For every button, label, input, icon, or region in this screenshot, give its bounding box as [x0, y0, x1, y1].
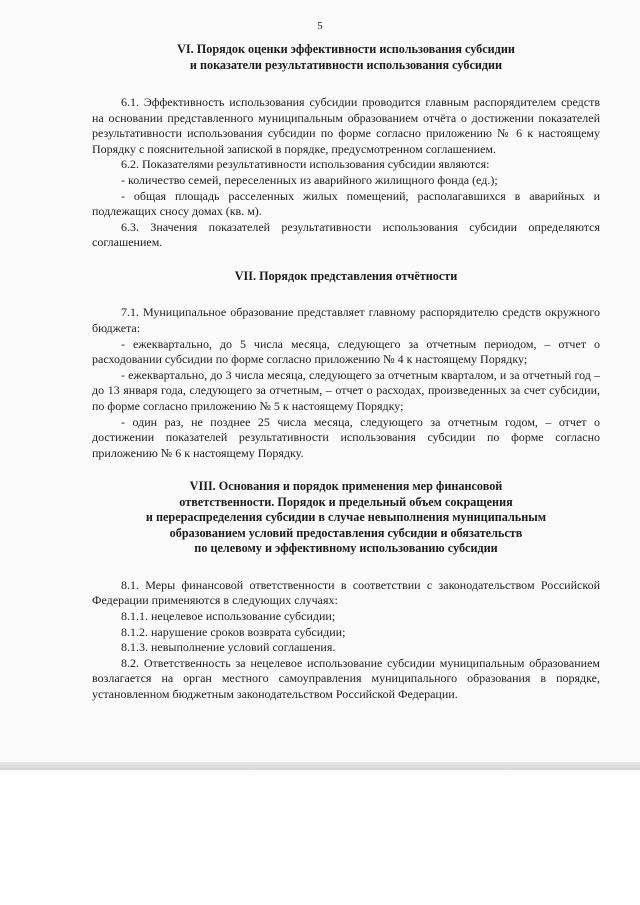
- list-item: 8.1.2. нарушение сроков возврата субсидии;: [121, 624, 346, 639]
- list-item: - общая площадь расселенных жилых помещений, располагавшихся в аварийных и подлежащих сносу домах (кв. м).: [92, 188, 600, 219]
- list-item: - количество семей, переселенных из аварийного жилищного фонда (ед.);: [121, 172, 498, 187]
- section-vii-paragraphs: [92, 305, 600, 461]
- section-vi: [92, 42, 600, 251]
- paragraph-8-2: 8.2. Ответственность за нецелевое использование субсидии муниципальным образованием возлагается на орган местного самоуправления муниципального образования в порядке, установленном бюджетным законодательством Российской Федерации.: [92, 655, 600, 702]
- section-title-line: VII. Порядок представления отчётности: [234, 268, 458, 283]
- list-item: - ежеквартально, до 3 числа месяца, следующего за отчетным кварталом, и за отчетный год – до 13 января года, следующего за отчетным, – отчет о расходах, произведенных за счет субсидии, по форме согласно приложению № 5 к настоящему Порядку;: [92, 367, 600, 413]
- paragraph-6-1: 6.1. Эффективность использования субсидии проводится главным распорядителем средств на основании представленного муниципальным образованием отчёта о достижении показателей результативности использования субсидии по форме согласно приложению № 6 к настоящему Порядку с пояснительной запиской в порядке, предусмотренном соглашением.: [92, 95, 600, 156]
- section-title-line: ответственности. Порядок и предельный объем сокращения: [179, 494, 513, 509]
- list-item: 8.1.3. невыполнение условий соглашения.: [121, 640, 336, 655]
- scan-edge-divider: [0, 762, 640, 770]
- section-title-line: по целевому и эффективному использованию субсидии: [194, 541, 498, 556]
- paragraph-6-2: 6.2. Показателями результативности использования субсидии являются:: [121, 157, 490, 172]
- section-title-line: образованием условий предоставления субсидии и обязательств: [169, 525, 523, 540]
- paragraph-6-3: 6.3. Значения показателей результативности использования субсидии определяются соглашением.: [92, 219, 600, 250]
- section-viii-title: [92, 479, 600, 557]
- list-item: - один раз, не позднее 25 числа месяца, следующего за отчетным годом, – отчет о достижении показателей результативности использования субсидии по форме согласно приложению № 6 к настоящему Порядку.: [92, 414, 600, 460]
- section-vii-title: [92, 269, 600, 285]
- list-item: - ежеквартально, до 5 числа месяца, следующего за отчетным периодом, – отчет о расходовании субсидии по форме согласно приложению № 4 к настоящему Порядку;: [92, 336, 600, 367]
- section-viii-paragraphs: [92, 578, 600, 703]
- section-title-line: и показатели результативности использования субсидии: [189, 57, 503, 72]
- list-item: 8.1.1. нецелевое использование субсидии;: [121, 609, 336, 624]
- paragraph-7-1: 7.1. Муниципальное образование представляет главному распорядителю средств окружного бюджета:: [92, 305, 600, 336]
- section-title-line: и перераспределения субсидии в случае невыполнения муниципальным: [145, 510, 547, 525]
- paragraph-8-1: 8.1. Меры финансовой ответственности в соответствии с законодательством Российской Федерации применяются в следующих случаях:: [92, 577, 600, 608]
- section-vii: [92, 269, 600, 461]
- section-vi-paragraphs: [92, 95, 600, 251]
- section-vi-title: [92, 42, 600, 73]
- section-title-line: VI. Порядок оценки эффективности использования субсидии: [177, 42, 515, 56]
- section-viii: [92, 479, 600, 702]
- section-title-line: VIII. Основания и порядок применения мер финансовой: [189, 479, 503, 494]
- document-body: [92, 42, 600, 703]
- page-number: 5: [317, 20, 323, 32]
